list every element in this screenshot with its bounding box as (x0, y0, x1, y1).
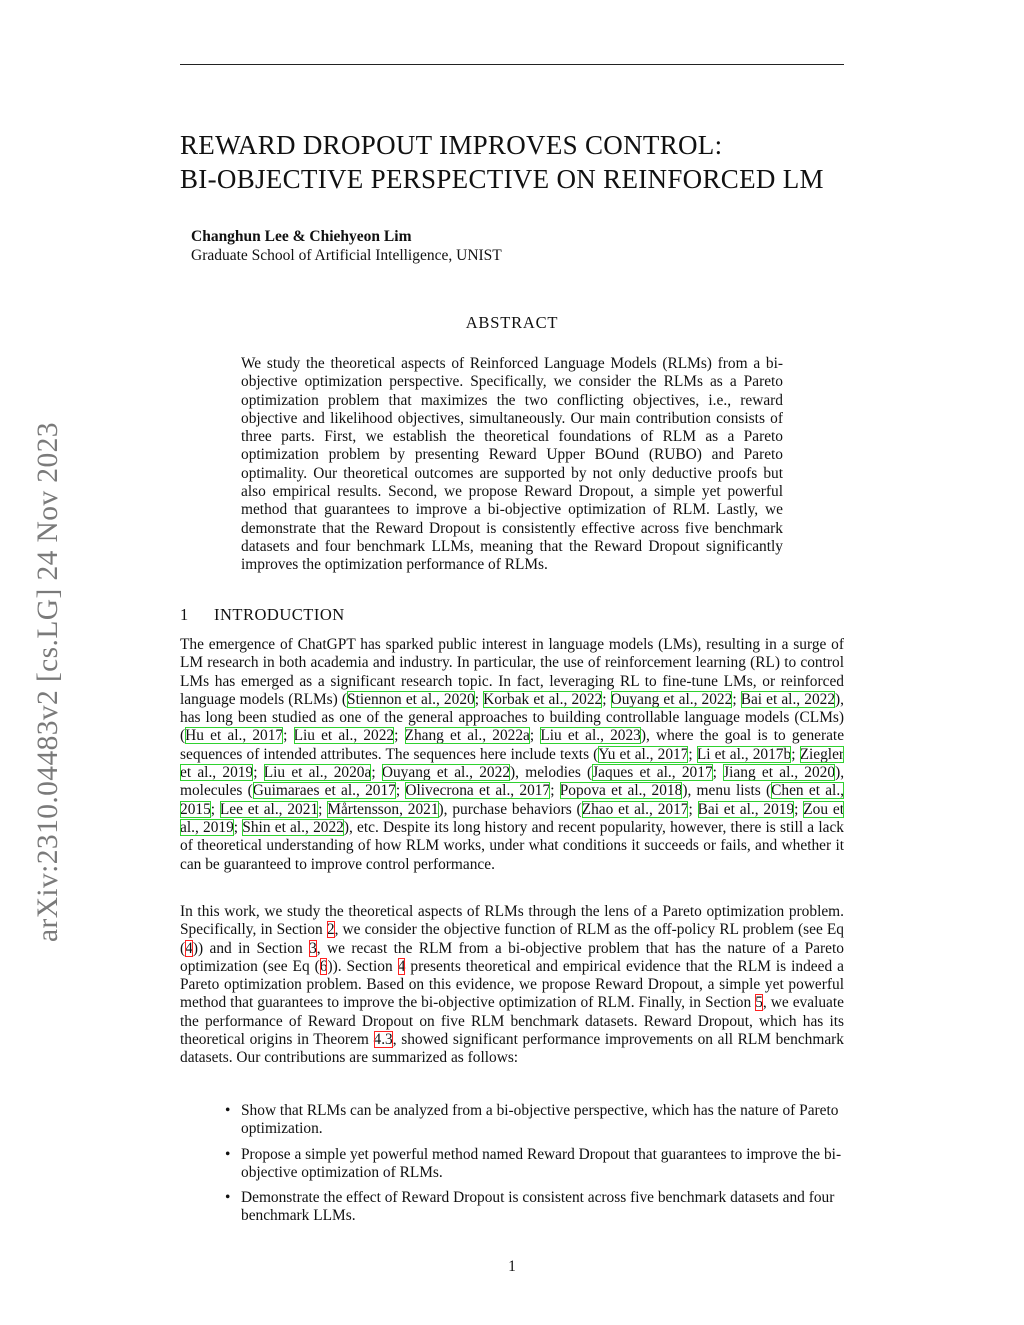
text-span: The emergence of ChatGPT has sparked public interest in language models (LMs), resulting in a surge of LM research in both academia and industry. In particular, the use of reinforcement learning (RL) to control LMs has emerged as a significant research topic. In fact, leveraging RL to fine-tune LMs, or reinforced language models (RLMs) ( (180, 636, 844, 708)
text-span: ), purchase behaviors ( (438, 800, 582, 818)
text-span: ; (529, 727, 541, 745)
text-span: ; (688, 800, 698, 818)
citation-link[interactable]: Zhao et al., 2017 (581, 800, 689, 818)
abstract-text: We study the theoretical aspects of Reinforced Language Models (RLMs) from a bi-objective optimization perspective. Specifically, we consider the RLMs as a Pareto optimization problem that maximizes the two conflicting objectives, i.e., reward objective and likelihood objectives, simultaneously. Our main contribution consists of three parts. First, we establish the theoretical foundations of RLM as a Pareto optimization problem by presenting Reward Upper BOund (RUBO) and Pareto optimality. Our theoretical outcomes are supported by not only deductive proofs but also empirical results. Second, we propose Reward Dropout, a simple yet powerful method that guarantees to improve a bi-objective optimization of RLM. Lastly, we demonstrate that the Reward Dropout is consistently effective across five benchmark datasets and four benchmark LLMs, meaning that the Reward Dropout significantly improves the optimization performance of RLMs. (241, 355, 783, 574)
equation-ref-link[interactable]: 6 (319, 957, 328, 975)
citation-link[interactable]: Li et al., 2017b (696, 745, 792, 763)
citation-link[interactable]: Liu et al., 2020a (263, 764, 372, 782)
text-span: ), melodies ( (510, 764, 593, 782)
citation-link[interactable]: Zhang et al., 2022a (404, 727, 530, 745)
citation-link[interactable]: Hu et al., 2017 (185, 727, 284, 745)
section-ref-link[interactable]: 4 (397, 957, 406, 975)
intro-paragraph-2 (180, 903, 844, 1068)
citation-link[interactable]: Popova et al., 2018 (559, 782, 683, 800)
text-span: , we recast the RLM from a bi-objective problem that has the nature of a Pareto optimization (see Eq ( (180, 939, 844, 975)
citation-link[interactable]: Bai et al., 2022 (740, 690, 836, 708)
author-block (191, 227, 502, 265)
citation-link[interactable]: Lee et al., 2021 (219, 800, 319, 818)
list-item: • Show that RLMs can be analyzed from a bi-objective perspective, which has the nature of Pareto optimization. (222, 1102, 844, 1139)
list-item: • Propose a simple yet powerful method named Reward Dropout that guarantees to improve the bi-objective optimization of RLMs. (222, 1146, 844, 1183)
text-span: ; (712, 764, 724, 782)
text-span: ; (210, 800, 220, 818)
text-span: ; (474, 690, 484, 708)
citation-link[interactable]: Liu et al., 2022 (293, 727, 395, 745)
arxiv-identifier: arXiv:2310.04483v2 [cs.LG] 24 Nov 2023 (32, 422, 64, 942)
citation-link[interactable]: Ouyang et al., 2022 (381, 764, 511, 782)
text-span: ; (283, 727, 294, 745)
author-affiliation: Graduate School of Artificial Intelligence, UNIST (191, 247, 502, 264)
author-names: Changhun Lee & Chiehyeon Lim (191, 228, 412, 245)
text-span: ; (233, 818, 243, 836)
text-span: , we evaluate the performance of Reward Dropout on five RLM benchmark datasets. Reward Dropout, which has its theoretical origins in Theorem (180, 994, 844, 1049)
section-heading (180, 605, 345, 625)
text-span: ; (395, 782, 406, 800)
section-title: INTRODUCTION (214, 605, 345, 624)
intro-paragraph-1 (180, 636, 844, 874)
citation-link[interactable]: Zou et al., 2019 (180, 800, 844, 836)
text-span: ; (732, 690, 741, 708)
citation-link[interactable]: Olivecrona et al., 2017 (405, 782, 551, 800)
title-line-1: REWARD DROPOUT IMPROVES CONTROL: (180, 130, 723, 160)
list-item: • Demonstrate the effect of Reward Dropout is consistent across five benchmark datasets and four benchmark LLMs. (222, 1189, 844, 1226)
citation-link[interactable]: Bai et al., 2019 (697, 800, 795, 818)
text-span: ), molecules ( (180, 764, 845, 800)
citation-link[interactable]: Jiang et al., 2020 (723, 764, 836, 782)
theorem-ref-link[interactable]: 4.3 (373, 1031, 393, 1049)
contributions-list (222, 1102, 844, 1233)
text-span: , showed significant performance improvements on all RLM benchmark datasets. Our contributions are summarized as follows: (180, 1031, 844, 1067)
text-span: ; (394, 727, 405, 745)
text-span: )) and in Section (192, 939, 310, 957)
text-span: ; (794, 800, 804, 818)
paper-title (180, 128, 880, 196)
text-span: ; (602, 690, 611, 708)
citation-link[interactable]: Jaques et al., 2017 (592, 764, 713, 782)
section-number: 1 (180, 605, 189, 624)
text-span: ), has long been studied as one of the general approaches to building controllable language models (CLMs) ( (180, 690, 845, 745)
text-span: presents theoretical and empirical evidence that the RLM is indeed a Pareto optimization problem. Based on this evidence, we propose Reward Dropout, a simple yet powerful method that guarantees to improve the bi-objective optimization of RLM. Finally, in Section (180, 957, 844, 1012)
citation-link[interactable]: Guimaraes et al., 2017 (252, 782, 396, 800)
text-span: ), menu lists ( (682, 782, 772, 800)
equation-ref-link[interactable]: 4 (185, 939, 193, 957)
citation-link[interactable]: Korbak et al., 2022 (483, 690, 603, 708)
top-rule (180, 64, 844, 65)
citation-link[interactable]: Ouyang et al., 2022 (610, 690, 733, 708)
citation-link[interactable]: Yu et al., 2017 (598, 745, 689, 763)
text-span: ), etc. Despite its long history and recent popularity, however, there is still a lack of theoretical understanding of how RLM works, under what conditions it succeeds or fails, and whether it can be guaranteed to improve control performance. (180, 818, 844, 873)
text-span: In this work, we study the theoretical aspects of RLMs through the lens of a Pareto optimization problem. Specifically, in Section (180, 903, 844, 939)
section-ref-link[interactable]: 2 (326, 921, 335, 939)
citation-link[interactable]: Liu et al., 2023 (540, 727, 641, 745)
text-span: ), where the goal is to generate sequences of intended attributes. The sequences here include texts ( (180, 727, 845, 763)
text-span: ; (318, 800, 328, 818)
citation-link[interactable]: Mårtensson, 2021 (327, 800, 439, 818)
citation-link[interactable]: Shin et al., 2022 (242, 818, 344, 836)
text-span: ; (791, 745, 800, 763)
abstract-heading: ABSTRACT (465, 313, 559, 332)
citation-link[interactable]: Ziegler et al., 2019 (180, 745, 845, 782)
page-number: 1 (508, 1258, 516, 1275)
citation-link[interactable]: Chen et al., 2015 (180, 782, 845, 818)
text-span: ; (253, 764, 264, 782)
text-span: )). Section (327, 957, 398, 975)
title-line-2: BI-OBJECTIVE PERSPECTIVE ON REINFORCED LM (180, 164, 824, 194)
text-span: ; (688, 745, 697, 763)
text-span: ; (371, 764, 382, 782)
text-span: ; (550, 782, 560, 800)
text-span: , we consider the objective function of RLM as the off-policy RL problem (see Eq ( (180, 921, 844, 957)
citation-link[interactable]: Stiennon et al., 2020 (347, 690, 475, 708)
section-ref-link[interactable]: 3 (309, 939, 317, 957)
section-ref-link[interactable]: 5 (755, 994, 763, 1012)
